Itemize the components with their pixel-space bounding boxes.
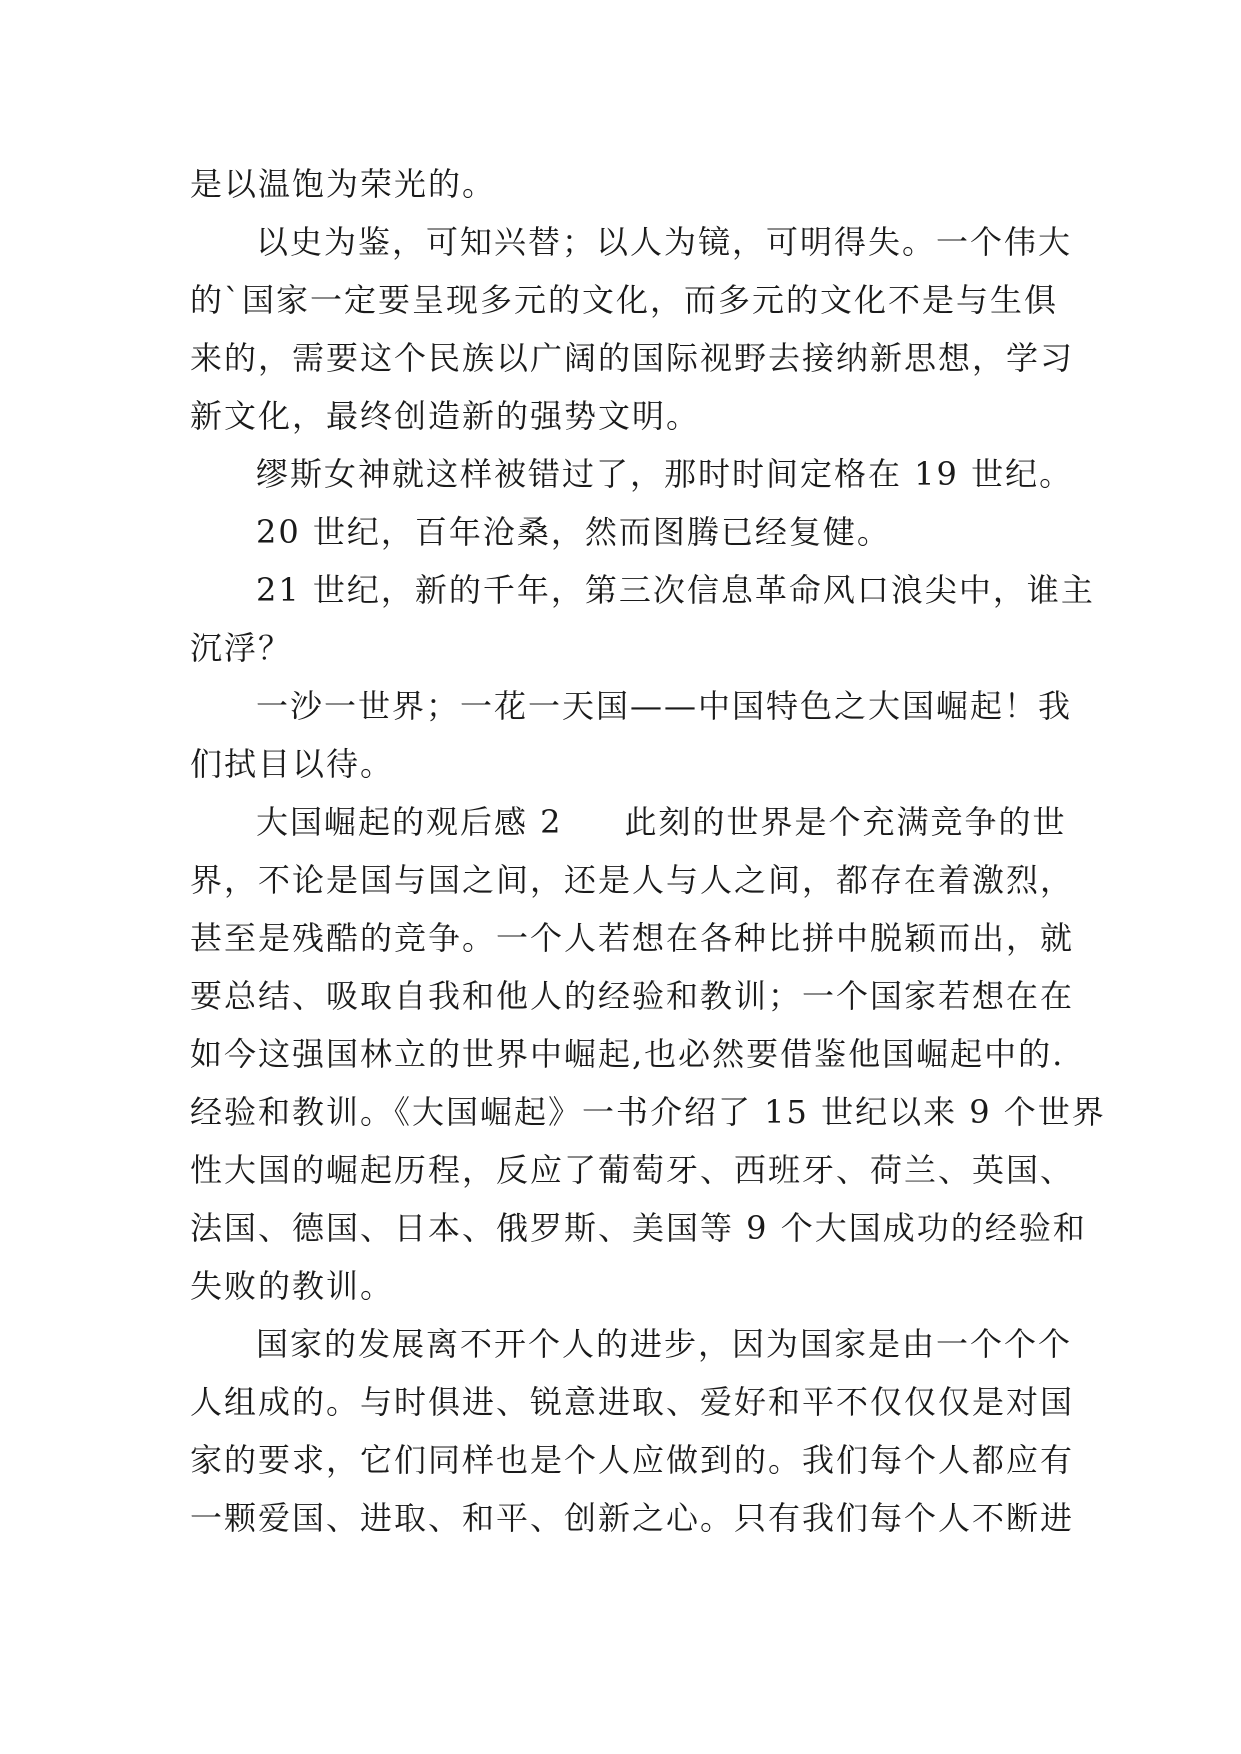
text-segment: 此刻的世界是个充满竞争的世 bbox=[624, 803, 1067, 841]
text-line: 缪斯女神就这样被错过了，那时时间定格在 19 世纪。 bbox=[256, 455, 1074, 493]
text-line: 经验和教训。《大国崛起》一书介绍了 15 世纪以来 9 个世界 bbox=[190, 1093, 1106, 1131]
text-line: 一颗爱国、进取、和平、创新之心。只有我们每个人不断进 bbox=[190, 1499, 1075, 1537]
section-title: 大国崛起的观后感 2 bbox=[256, 803, 563, 841]
document-body bbox=[190, 155, 1106, 1547]
text-line: 新文化，最终创造新的强势文明。 bbox=[190, 397, 701, 435]
text-line: 21 世纪，新的千年，第三次信息革命风口浪尖中，谁主 bbox=[256, 571, 1095, 609]
text-line: 是以温饱为荣光的。 bbox=[190, 165, 497, 203]
text-line: 如今这强国林立的世界中崛起,也必然要借鉴他国崛起中的. bbox=[190, 1035, 1065, 1073]
text-line: 国家的发展离不开个人的进步，因为国家是由一个个个 bbox=[256, 1325, 1073, 1363]
text-line: 法国、德国、日本、俄罗斯、美国等 9 个大国成功的经验和 bbox=[190, 1209, 1087, 1247]
text-line: 以史为鉴，可知兴替；以人为镜，可明得失。一个伟大 bbox=[256, 223, 1073, 261]
text-line: 一沙一世界；一花一天国——中国特色之大国崛起！我 bbox=[256, 687, 1073, 725]
text-line: 人组成的。与时俱进、锐意进取、爱好和平不仅仅仅是对国 bbox=[190, 1383, 1075, 1421]
text-line: 界，不论是国与国之间，还是人与人之间，都存在着激烈， bbox=[190, 861, 1075, 899]
text-line: 甚至是残酷的竞争。一个人若想在各种比拼中脱颖而出，就 bbox=[190, 919, 1075, 957]
text-line: 们拭目以待。 bbox=[190, 745, 395, 783]
text-line bbox=[190, 793, 1070, 851]
text-line: 性大国的崛起历程，反应了葡萄牙、西班牙、荷兰、英国、 bbox=[190, 1151, 1075, 1189]
text-line: 要总结、吸取自我和他人的经验和教训；一个国家若想在在 bbox=[190, 977, 1075, 1015]
text-line: 20 世纪，百年沧桑，然而图腾已经复健。 bbox=[256, 513, 891, 551]
text-line: 失败的教训。 bbox=[190, 1267, 395, 1305]
text-line: 沉浮？ bbox=[190, 629, 293, 667]
text-line: 的`国家一定要呈现多元的文化，而多元的文化不是与生俱 bbox=[190, 281, 1059, 319]
text-line: 家的要求，它们同样也是个人应做到的。我们每个人都应有 bbox=[190, 1441, 1075, 1479]
text-line: 来的，需要这个民族以广阔的国际视野去接纳新思想，学习 bbox=[190, 339, 1075, 377]
